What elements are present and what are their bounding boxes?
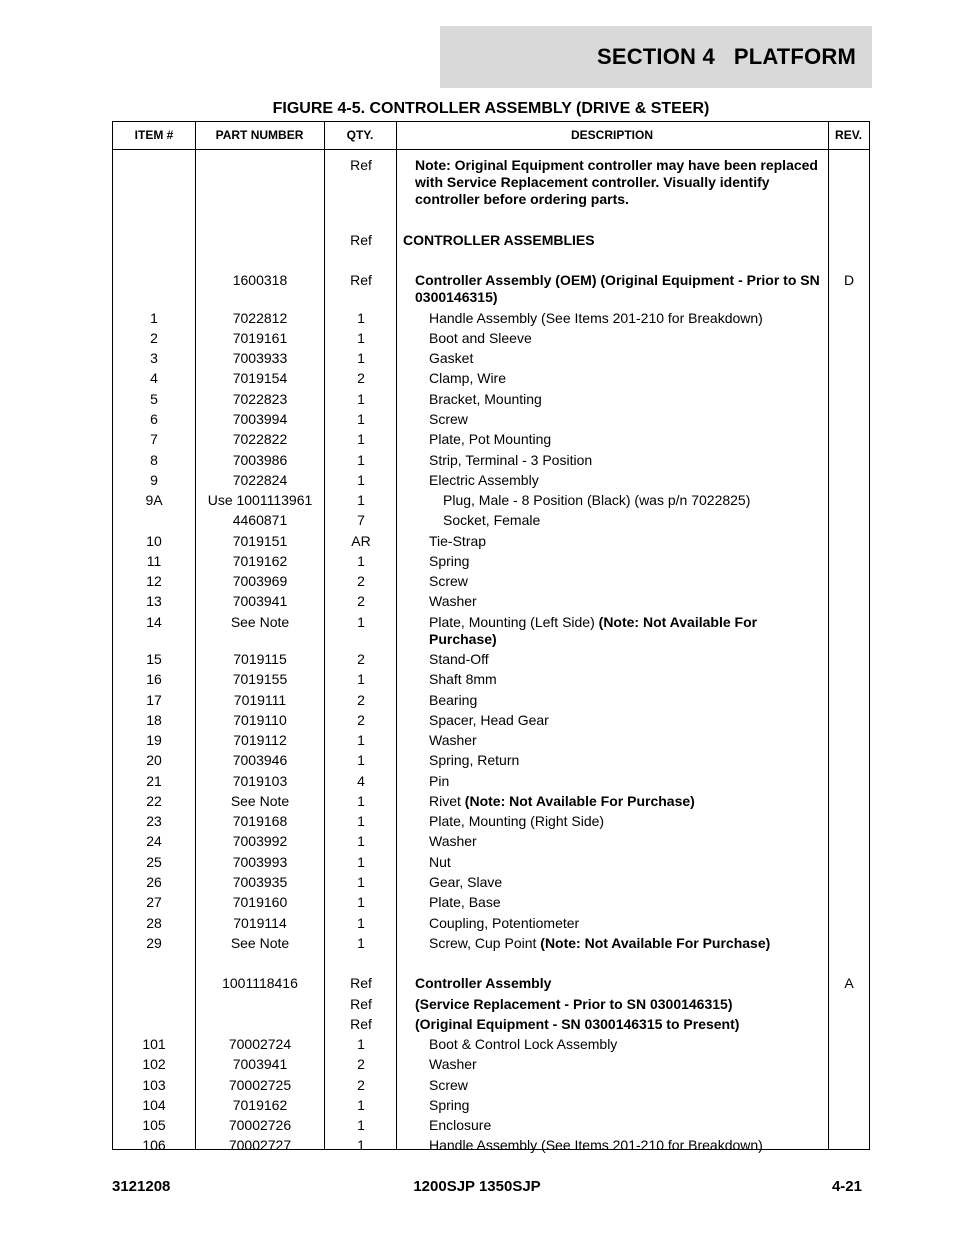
- description: [403, 773, 827, 790]
- part-number: 7022824: [232, 472, 288, 488]
- part-number: 1600318: [232, 272, 288, 288]
- description: [403, 330, 827, 347]
- item-number: 28: [146, 915, 162, 931]
- part-number: 7022823: [232, 391, 288, 407]
- part-number: 7022812: [232, 310, 288, 326]
- section-banner: [440, 26, 872, 88]
- part-number: 7019115: [233, 651, 287, 667]
- part-number: 70002726: [228, 1117, 292, 1133]
- part-number: See Note: [230, 935, 290, 951]
- description-text: Enclosure: [429, 1117, 492, 1133]
- description: [403, 1137, 827, 1154]
- quantity: 1: [357, 793, 365, 809]
- revision: A: [844, 975, 854, 991]
- description-text: Washer: [429, 732, 477, 748]
- item-number: 27: [146, 894, 162, 910]
- quantity: 2: [357, 692, 365, 708]
- item-number: 15: [146, 651, 162, 667]
- item-number: 8: [150, 452, 158, 468]
- part-number: 7003993: [232, 854, 288, 870]
- description-text: Washer: [429, 833, 477, 849]
- description: [403, 915, 827, 932]
- quantity: 1: [357, 391, 365, 407]
- description: [403, 272, 827, 306]
- footer-page-number: 4-21: [831, 1178, 862, 1195]
- item-number: 101: [142, 1036, 166, 1052]
- description-text: Spring: [429, 553, 470, 569]
- quantity: 1: [357, 1117, 365, 1133]
- quantity: 1: [357, 1137, 365, 1153]
- item-number: 17: [146, 692, 162, 708]
- quantity: Ref: [350, 157, 372, 173]
- part-number: 7019112: [233, 732, 287, 748]
- part-number: 7019154: [232, 370, 288, 386]
- quantity: 1: [357, 431, 365, 447]
- quantity: 1: [357, 452, 365, 468]
- description-text: Handle Assembly (See Items 201-210 for Breakdown): [429, 1137, 763, 1153]
- part-number: 7022822: [232, 431, 288, 447]
- quantity: 1: [357, 813, 365, 829]
- description: [403, 391, 827, 408]
- quantity: 2: [357, 651, 365, 667]
- item-number: 20: [146, 752, 162, 768]
- description: [403, 573, 827, 590]
- quantity: 1: [357, 915, 365, 931]
- quantity: Ref: [350, 996, 372, 1012]
- description-text: Clamp, Wire: [429, 370, 507, 386]
- part-number: 7019103: [232, 773, 288, 789]
- item-number: 9: [150, 472, 158, 488]
- part-number: 7019162: [232, 1097, 288, 1113]
- description-text: Plate, Pot Mounting: [429, 431, 552, 447]
- description: [403, 533, 827, 550]
- item-number: 11: [146, 553, 162, 569]
- item-number: 4: [150, 370, 158, 386]
- item-number: 19: [146, 732, 162, 748]
- header-part-number: PART NUMBER: [215, 128, 304, 142]
- description-text: Bearing: [429, 692, 478, 708]
- quantity: AR: [351, 533, 371, 549]
- quantity: 1: [357, 350, 365, 366]
- description-text: Screw: [429, 411, 468, 427]
- quantity: 1: [357, 833, 365, 849]
- quantity: 7: [357, 512, 365, 528]
- section-title: SECTION 4 PLATFORM: [596, 44, 856, 69]
- description: [403, 813, 827, 830]
- figure-title: FIGURE 4-5. CONTROLLER ASSEMBLY (DRIVE & STEER): [272, 100, 710, 117]
- item-number: 7: [150, 431, 158, 447]
- description-text: Spacer, Head Gear: [429, 712, 549, 728]
- description: [403, 692, 827, 709]
- quantity: Ref: [350, 975, 372, 991]
- footer-doc-number: 3121208: [112, 1178, 171, 1195]
- description: [403, 833, 827, 850]
- description-text: Screw: [429, 1077, 468, 1093]
- part-number: See Note: [230, 614, 290, 630]
- item-number: 10: [146, 533, 162, 549]
- description: [403, 350, 827, 367]
- item-number: 22: [146, 793, 162, 809]
- quantity: 1: [357, 874, 365, 890]
- part-number: 7003933: [232, 350, 288, 366]
- description-bold-text: Controller Assembly (OEM) (Original Equipment - Prior to SN 0300146315): [415, 272, 820, 305]
- item-number: 13: [146, 593, 162, 609]
- part-number: 70002727: [228, 1137, 292, 1153]
- quantity: Ref: [350, 272, 372, 288]
- description: [403, 651, 827, 668]
- header-qty: QTY.: [346, 128, 374, 142]
- part-number: 70002724: [228, 1036, 292, 1052]
- item-number: 2: [150, 330, 158, 346]
- part-number: 7003992: [232, 833, 288, 849]
- description: [403, 614, 827, 648]
- description-text: Spring: [429, 1097, 470, 1113]
- item-number: 24: [146, 833, 162, 849]
- description-bold-text: (Original Equipment - SN 0300146315 to Present): [415, 1016, 740, 1032]
- description-text: Socket, Female: [443, 512, 541, 528]
- description-text: Bracket, Mounting: [429, 391, 542, 407]
- description: [403, 411, 827, 428]
- description: [403, 874, 827, 891]
- description-text: Screw: [429, 573, 468, 589]
- item-number: 14: [146, 614, 162, 630]
- item-number: 105: [142, 1117, 166, 1133]
- part-number: 7019114: [233, 915, 287, 931]
- description: [403, 793, 827, 810]
- item-number: 21: [146, 773, 162, 789]
- description: [403, 472, 827, 489]
- quantity: 1: [357, 752, 365, 768]
- description: [403, 157, 827, 208]
- header-item: ITEM #: [134, 128, 174, 142]
- quantity: Ref: [350, 1016, 372, 1032]
- part-number: 7019110: [233, 712, 287, 728]
- item-number: 9A: [145, 492, 163, 508]
- part-number: 7019155: [232, 671, 288, 687]
- part-number: 7003935: [232, 874, 288, 890]
- part-number: 7003946: [232, 752, 288, 768]
- description: [403, 732, 827, 749]
- description-text: Boot & Control Lock Assembly: [429, 1036, 618, 1052]
- description: [403, 310, 827, 327]
- quantity: 1: [357, 894, 365, 910]
- description-text: Tie-Strap: [429, 533, 487, 549]
- item-number: 29: [146, 935, 162, 951]
- quantity: 1: [357, 310, 365, 326]
- description-bold-text: Note: Original Equipment controller may have been replaced with Service Replacement controller. Visually identify controller before ordering parts.: [415, 157, 818, 207]
- quantity: 2: [357, 593, 365, 609]
- quantity: 4: [357, 773, 365, 789]
- description-bold-text: Controller Assembly: [415, 975, 552, 991]
- description-text: Nut: [429, 854, 451, 870]
- part-number: 7003986: [232, 452, 288, 468]
- description-text: Plate, Mounting (Left Side): [429, 614, 599, 630]
- description: [403, 935, 827, 952]
- item-number: 26: [146, 874, 162, 890]
- part-number: 7019151: [232, 533, 288, 549]
- quantity: 1: [357, 330, 365, 346]
- item-number: 102: [142, 1056, 166, 1072]
- description-text: Electric Assembly: [429, 472, 539, 488]
- description-text: Shaft 8mm: [429, 671, 497, 687]
- description: [403, 1077, 827, 1094]
- part-number: Use 1001113961: [207, 492, 313, 508]
- item-number: 12: [146, 573, 162, 589]
- description: [403, 1016, 827, 1033]
- quantity: 2: [357, 370, 365, 386]
- description-text: Washer: [429, 593, 477, 609]
- description: [403, 431, 827, 448]
- item-number: 25: [146, 854, 162, 870]
- part-number: 7019162: [232, 553, 288, 569]
- description: [403, 1117, 827, 1134]
- quantity: 2: [357, 573, 365, 589]
- description: [403, 370, 827, 387]
- item-number: 104: [142, 1097, 166, 1113]
- description: [403, 1056, 827, 1073]
- description: [403, 512, 827, 529]
- part-number: 7003941: [232, 1056, 288, 1072]
- description: [403, 854, 827, 871]
- revision: D: [843, 272, 855, 288]
- part-number: 7003941: [232, 593, 288, 609]
- header-rev: REV.: [835, 128, 862, 142]
- item-number: 5: [150, 391, 158, 407]
- quantity: 1: [357, 553, 365, 569]
- quantity: 2: [357, 1056, 365, 1072]
- part-number: 7003969: [232, 573, 288, 589]
- description-text: Stand-Off: [429, 651, 489, 667]
- part-number: 7019161: [232, 330, 288, 346]
- description-text: Strip, Terminal - 3 Position: [429, 452, 593, 468]
- item-number: 16: [146, 671, 162, 687]
- quantity: 1: [357, 671, 365, 687]
- parts-table: [112, 121, 870, 1153]
- description-text: Screw, Cup Point: [429, 935, 541, 951]
- description-text: Pin: [429, 773, 450, 789]
- description-text: Gasket: [429, 350, 474, 366]
- header-divider: [113, 149, 869, 150]
- description-bold-text: (Note: Not Available For Purchase): [429, 614, 758, 647]
- description-text: Coupling, Potentiometer: [429, 915, 580, 931]
- description: [403, 996, 827, 1013]
- item-number: 103: [142, 1077, 166, 1093]
- description-text: Plug, Male - 8 Position (Black) (was p/n 7022825): [443, 492, 751, 508]
- description-text: Plate, Base: [429, 894, 501, 910]
- description-text: Boot and Sleeve: [429, 330, 532, 346]
- part-number: 7019111: [233, 692, 287, 708]
- part-number: 7019160: [232, 894, 288, 910]
- description-text: Gear, Slave: [429, 874, 503, 890]
- quantity: 1: [357, 472, 365, 488]
- quantity: 2: [357, 1077, 365, 1093]
- description: [403, 492, 827, 509]
- part-number: 7019168: [232, 813, 288, 829]
- item-number: 18: [146, 712, 162, 728]
- item-number: 1: [150, 310, 158, 326]
- header-description: DESCRIPTION: [570, 128, 653, 142]
- description-bold-text: (Note: Not Available For Purchase): [464, 793, 695, 809]
- quantity: 1: [357, 411, 365, 427]
- description-text: Handle Assembly (See Items 201-210 for Breakdown): [429, 310, 763, 326]
- quantity: 1: [357, 935, 365, 951]
- part-number: See Note: [230, 793, 290, 809]
- quantity: 1: [357, 614, 365, 630]
- description-text: Washer: [429, 1056, 477, 1072]
- description: [403, 452, 827, 469]
- description: [403, 593, 827, 610]
- description: [403, 1097, 827, 1114]
- description: [403, 671, 827, 688]
- part-number: 1001118416: [222, 975, 298, 991]
- item-number: 106: [142, 1137, 166, 1153]
- part-number: 4460871: [232, 512, 288, 528]
- description: [403, 232, 827, 249]
- description: [403, 553, 827, 570]
- part-number: 70002725: [228, 1077, 292, 1093]
- description-bold-text: (Note: Not Available For Purchase): [540, 935, 771, 951]
- description-text: Plate, Mounting (Right Side): [429, 813, 605, 829]
- description-bold-text: (Service Replacement - Prior to SN 0300146315): [415, 996, 733, 1012]
- quantity: 1: [357, 492, 365, 508]
- quantity: 1: [357, 1036, 365, 1052]
- footer-model: 1200SJP 1350SJP: [413, 1178, 541, 1195]
- part-number: 7003994: [232, 411, 288, 427]
- description: [403, 712, 827, 729]
- item-number: 6: [150, 411, 158, 427]
- description: [403, 975, 827, 992]
- description: [403, 1036, 827, 1053]
- quantity: 1: [357, 1097, 365, 1113]
- item-number: 3: [150, 350, 158, 366]
- quantity: 2: [357, 712, 365, 728]
- description-text: Rivet: [429, 793, 465, 809]
- quantity: 1: [357, 854, 365, 870]
- description-text: Spring, Return: [429, 752, 520, 768]
- quantity: Ref: [350, 232, 372, 248]
- item-number: 23: [146, 813, 162, 829]
- quantity: 1: [357, 732, 365, 748]
- description: [403, 894, 827, 911]
- description: [403, 752, 827, 769]
- description-bold-text: CONTROLLER ASSEMBLIES: [403, 232, 595, 248]
